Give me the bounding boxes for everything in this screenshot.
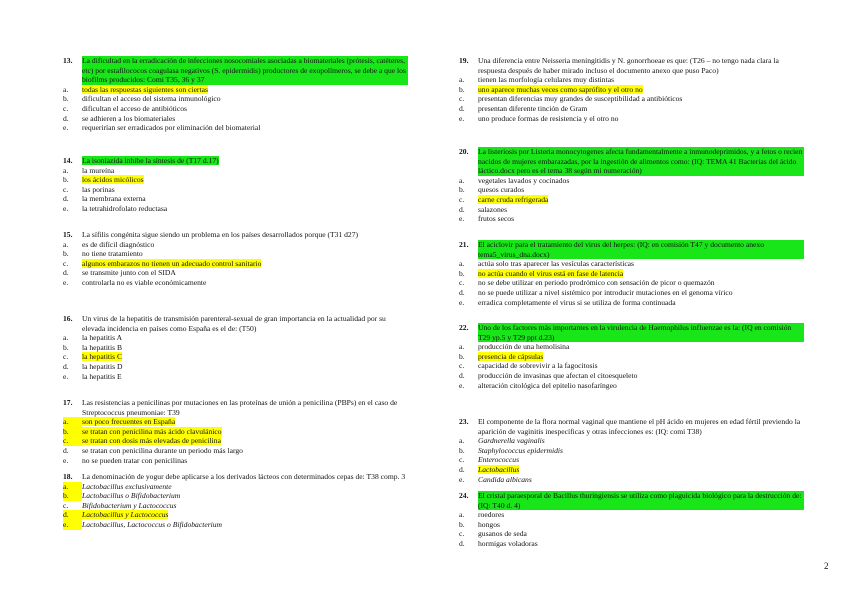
option-c[interactable]: c. las porinas (63, 184, 115, 194)
option-b[interactable]: b. la hepatitis B (63, 342, 123, 352)
option-a[interactable]: a. roedores (459, 510, 505, 520)
option-d[interactable]: d. se tratan con penicilina durante un periodo más largo (63, 445, 243, 455)
question-number: 21. (459, 240, 469, 249)
question-22 (459, 323, 804, 390)
question-stem: El cristal paraesporal de Bacillus thuringiensis se utiliza como plaguicida biológico para la destrucción de: (IQ: T40 d. 4) (478, 491, 804, 510)
question-18 (63, 472, 408, 530)
question-stem: La sífilis congénita sigue siendo un problema en los países desarrollados porque (T31 d27) (82, 230, 359, 239)
option-a[interactable]: a. son poco frecuentes en España (63, 417, 176, 427)
option-c[interactable]: c. Bifidobacterium y Lactococcus (63, 500, 177, 510)
option-b[interactable]: b. Lactobacillus o Bifidobacterium (63, 491, 181, 501)
option-d[interactable]: d. Lactobacillus (459, 464, 520, 474)
option-d[interactable]: d. se transmite junto con el SIDA (63, 268, 176, 278)
option-e[interactable]: e. erradica completamente el virus si se utiliza de forma continuada (459, 297, 676, 307)
question-13 (63, 56, 408, 133)
option-e[interactable]: e. alteración citológica del epitelio nasofaríngeo (459, 380, 617, 390)
question-stem: La listeriosis por Listeria monocytogenes afecta fundamentalmente a inmunodeprimidos, y a fetos o recien nacidos de mujeres embarazadas, por la ingestión de alimentos como: (IQ: TEMA 41 Bacterias del ácido láctico.docx pero es el tema 38 según mi numeración) (478, 147, 803, 176)
option-c[interactable]: c. capacidad de sobrevivir a la fagocitosis (459, 361, 598, 371)
question-17 (63, 398, 408, 465)
option-c[interactable]: c. Enterococcus (459, 455, 520, 465)
question-number: 13. (63, 56, 73, 65)
option-a[interactable]: a. vegetales lavados y cocinados (459, 175, 570, 185)
option-a[interactable]: a. la mureína (63, 165, 115, 175)
option-a[interactable]: a. todas las respuestas siguientes son ciertas (63, 84, 208, 94)
option-a[interactable]: a. Gardnerella vaginalis (459, 436, 545, 446)
question-stem: Las resistencias a penicilinas por mutaciones en las proteínas de unión a penicilina (PBPs) en el caso de Streptococcus pneumoniae: T39 (82, 398, 398, 417)
option-d[interactable]: d. la hepatitis D (63, 361, 123, 371)
option-a[interactable]: a. producción de una hemolisina (459, 342, 570, 352)
option-e[interactable]: e. no se pueden tratar con penicilinas (63, 455, 188, 465)
option-b[interactable]: b. los ácidos micólicos (63, 175, 144, 185)
option-d[interactable]: d. producción de invasinas que afectan el citoesqueleto (459, 370, 638, 380)
page-number: 2 (824, 561, 829, 571)
option-b[interactable]: b. presencia de cápsulas (459, 351, 544, 361)
option-c[interactable]: c. algunos embarazos no tienen un adecuado control sanitario (63, 258, 262, 268)
option-b[interactable]: b. se tratan con penicilina más ácido clavulánico (63, 426, 222, 436)
question-number: 19. (459, 56, 469, 65)
option-a[interactable]: a. es de difícil diagnóstico (63, 239, 155, 249)
question-20 (459, 147, 804, 224)
option-b[interactable]: b. Staphylococcus epidermidis (459, 445, 563, 455)
option-d[interactable]: d. se adhieren a los biomateriales (63, 113, 176, 123)
option-a[interactable]: a. actúa solo tras aparecer las vesículas características (459, 259, 635, 269)
option-e[interactable]: e. requerirían ser erradicados por eliminación del biomaterial (63, 123, 261, 133)
question-number: 14. (63, 156, 73, 165)
option-c[interactable]: c. no se debe utilizar en periodo prodrómico con sensación de picor o quemazón (459, 278, 715, 288)
option-b[interactable]: b. dificultan el acceso del sistema inmunológico (63, 94, 221, 104)
question-number: 17. (63, 398, 73, 407)
option-d[interactable]: d. hormigas voladoras (459, 538, 538, 548)
option-c[interactable]: c. se tratan con dosis más elevadas de penicilina (63, 436, 221, 446)
question-number: 20. (459, 147, 469, 156)
option-d[interactable]: d. salazones (459, 204, 508, 214)
option-c[interactable]: c. dificultan el acceso de antibióticos (63, 103, 188, 113)
question-19 (459, 56, 804, 123)
question-stem: Un virus de la hepatitis de transmisión parenteral-sexual de gran importancia en la actualidad por su elevada incidencia en países como España es el de: (T50) (82, 314, 386, 333)
question-stem: La denominación de yogur debe aplicarse a los derivados lácteos con determinados cepas de: T38 comp. 3 (82, 472, 406, 481)
option-b[interactable]: b. quesos curados (459, 185, 525, 195)
question-23 (459, 417, 804, 484)
question-number: 16. (63, 314, 73, 323)
option-d[interactable]: d. no se puede utilizar a nivel sistémico por introducir mutaciones en el genoma vírico (459, 287, 733, 297)
option-a[interactable]: a. la hepatitis A (63, 333, 123, 343)
question-stem: La isoniazida inhibe la síntesis de (T17 d.17) (82, 156, 219, 165)
question-21 (459, 240, 804, 307)
question-14 (63, 156, 408, 214)
question-24 (459, 491, 804, 549)
question-number: 15. (63, 230, 73, 239)
option-a[interactable]: a. Lactobacillus exclusivamente (63, 481, 172, 491)
option-c[interactable]: c. gusanos de seda (459, 529, 527, 539)
question-number: 24. (459, 491, 469, 500)
question-number: 22. (459, 323, 469, 332)
option-b[interactable]: b. hongos (459, 519, 500, 529)
question-stem: El componente de la flora normal vaginal que mantiene el pH ácido en mujeres en edad fértil previendo la aparición de vaginitis inespecíficas y otras infecciones es: (IQ: comi T38) (478, 417, 801, 436)
option-c[interactable]: c. carne cruda refrigerada (459, 194, 549, 204)
option-d[interactable]: d. presentan diferente tinción de Gram (459, 103, 588, 113)
question-stem: La dificultad en la erradicación de infecciones nosocomiales asociadas a biomateriales (prótesis, catéteres, etc) por estafilococos coagulasa negativos (S. epidermidis) productores de exopolímeros, se debe a que los biofilms producidos: Comi T35, 36 y 37 (82, 56, 408, 85)
question-16 (63, 314, 408, 381)
question-number: 18. (63, 472, 73, 481)
question-stem: Uno de los factores más importantes en la virulencia de Haemophilus influenzae es la: (IQ en comisión T29 yp.5 y T29 ppt d.23) (478, 323, 804, 342)
question-number: 23. (459, 417, 469, 426)
option-e[interactable]: e. frutos secos (459, 214, 515, 224)
option-b[interactable]: b. no actúa cuando el virus está en fase de latencia (459, 268, 624, 278)
question-15 (63, 230, 408, 288)
option-c[interactable]: c. la hepatitis C (63, 352, 123, 362)
option-e[interactable]: e. la tetrahidrofolato reductasa (63, 203, 168, 213)
question-stem: El aciclovir para el tratamiento del virus del herpes: (IQ: en comisión T47 y documento anexo tema5_virus_dna.docx) (478, 240, 804, 259)
option-e[interactable]: e. uno produce formas de resistencia y el otro no (459, 113, 619, 123)
option-e[interactable]: e. la hepatitis E (63, 371, 122, 381)
option-d[interactable]: d. la membrana externa (63, 194, 146, 204)
option-e[interactable]: e. Candida albicans (459, 474, 532, 484)
option-e[interactable]: e. Lactobacillus, Lactococcus o Bifidobacterium (63, 519, 223, 529)
option-a[interactable]: a. tienen las morfología celulares muy distintas (459, 75, 615, 85)
option-d[interactable]: d. Lactobacillus y Lactococcus (63, 510, 169, 520)
option-e[interactable]: e. controlarla no es viable económicamente (63, 277, 207, 287)
option-c[interactable]: c. presentan diferencias muy grandes de susceptibilidad a antibióticos (459, 94, 683, 104)
question-stem: Una diferencia entre Neisseria meningitidis y N. gonorrhoeae es que: (T26 – no tengo nada clara la respuesta después de haber mirado incluso el documento anexo que puso Paco) (478, 56, 779, 75)
option-b[interactable]: b. uno aparece muchas veces como saprófito y el otro no (459, 84, 643, 94)
option-b[interactable]: b. no tiene tratamiento (63, 249, 143, 259)
